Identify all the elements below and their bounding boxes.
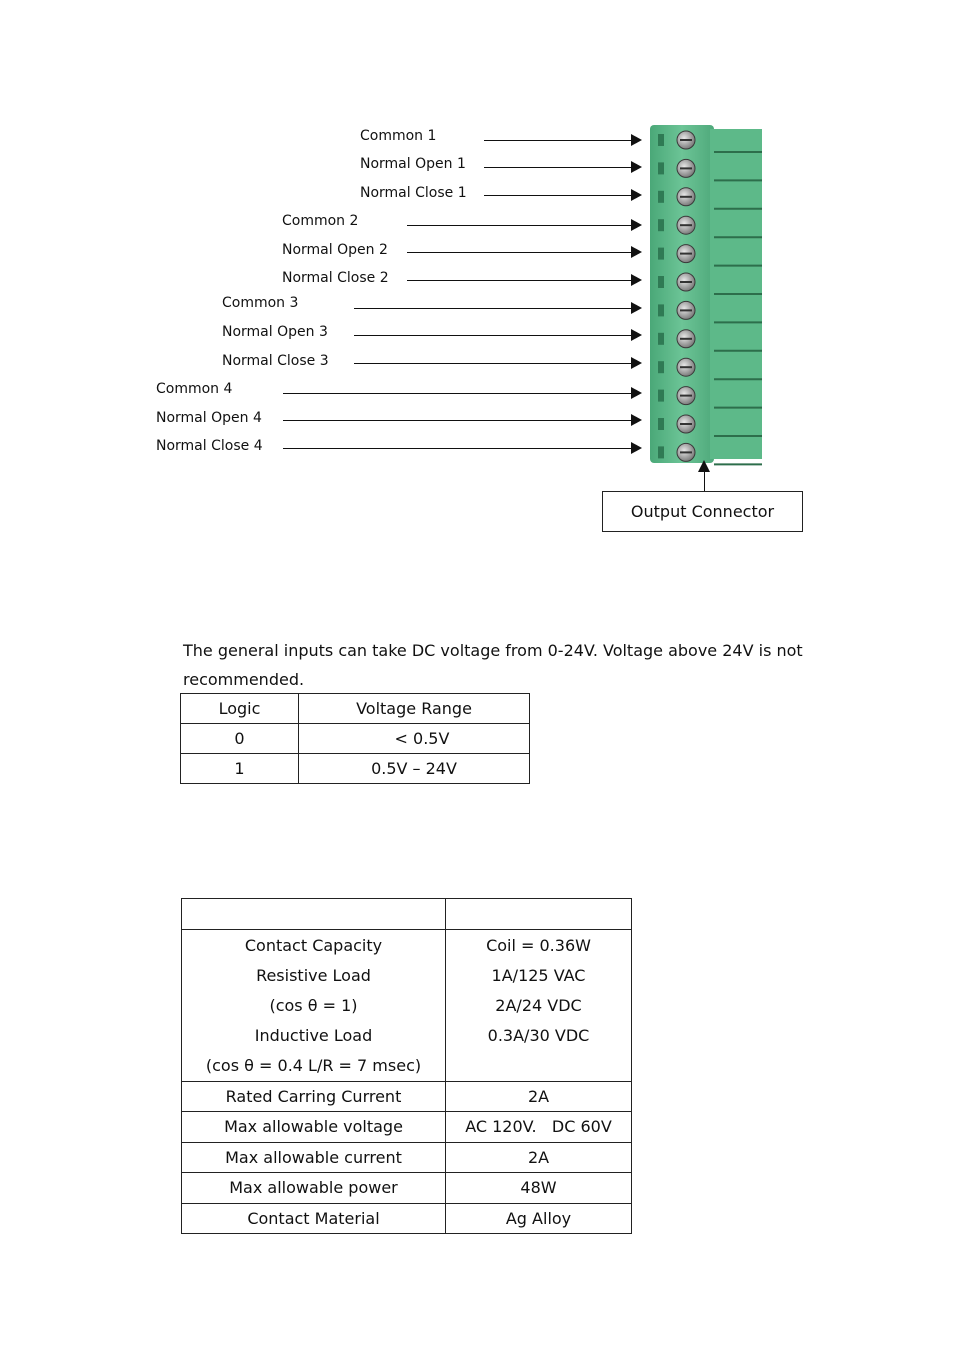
spec-value-cell: Ag Alloy [446,1203,632,1234]
output-connector-label: Output Connector [602,491,803,532]
terminal-notch [658,418,664,430]
spec-label-cell: Max allowable current [182,1142,446,1173]
capacity-value-line: 2A/24 VDC [495,995,582,1015]
arrow-head [631,161,642,173]
voltage-cell: 0.5V – 24V [299,754,530,784]
capacity-label-line: Inductive Load [254,1025,373,1045]
header-logic: Logic [181,694,299,724]
table-header-row [182,899,632,930]
arrow-head [631,414,642,426]
pin-label-normal-close-3: Normal Close 3 [222,353,329,369]
arrow-line [354,335,632,336]
logic-voltage-table [180,693,530,784]
spec-label-cell: Max allowable voltage [182,1112,446,1143]
voltage-cell: < 0.5V [299,724,530,754]
pin-label-normal-close-2: Normal Close 2 [282,270,389,286]
terminal-notch [658,304,664,316]
input-voltage-paragraph: The general inputs can take DC voltage from 0-24V. Voltage above 24V is not recommended. [183,641,803,689]
arrow-line [407,280,632,281]
terminal-notch [658,134,664,146]
output-arrow-line [704,470,705,491]
header-cell [446,899,632,930]
pin-label-common-2: Common 2 [282,213,359,229]
capacity-value-line: 0.3A/30 VDC [487,1025,590,1045]
relay-spec-table [181,898,632,1234]
capacity-value-line: 1A/125 VAC [491,965,586,985]
capacity-label-line: Resistive Load [256,965,371,985]
arrow-head [631,219,642,231]
pin-label-normal-open-2: Normal Open 2 [282,242,388,258]
arrow-line [283,420,632,421]
header-cell [182,899,446,930]
arrow-head [631,442,642,454]
table-row [182,1142,632,1173]
terminal-notch [658,361,664,373]
logic-cell: 1 [181,754,299,784]
spec-value-cell: 2A [446,1081,632,1112]
terminal-notch [658,333,664,345]
arrow-line [484,167,632,168]
terminal-block-image [644,123,766,468]
terminal-notch [658,191,664,203]
spec-label-cell: Contact Material [182,1203,446,1234]
arrow-line [354,308,632,309]
capacity-value-line: Coil = 0.36W [486,935,591,955]
table-row [182,1173,632,1204]
pin-label-common-4: Common 4 [156,381,233,397]
arrow-head [631,329,642,341]
pin-label-normal-open-4: Normal Open 4 [156,410,262,426]
arrow-head [631,246,642,258]
arrow-head [631,302,642,314]
arrow-head [631,189,642,201]
table-row [182,1112,632,1143]
table-row [182,929,632,1081]
spec-label-cell: Rated Carring Current [182,1081,446,1112]
pin-label-common-3: Common 3 [222,295,299,311]
arrow-line [283,448,632,449]
terminal-notch [658,276,664,288]
arrow-head [631,357,642,369]
arrow-line [407,252,632,253]
pin-label-normal-open-3: Normal Open 3 [222,324,328,340]
table-row [182,1081,632,1112]
arrow-head [631,387,642,399]
pin-label-normal-close-1: Normal Close 1 [360,185,467,201]
arrow-line [484,195,632,196]
capacity-label-line: (cos θ = 1) [269,995,358,1015]
capacity-label-line: Contact Capacity [244,935,383,955]
spec-value-cell: AC 120V. DC 60V [446,1112,632,1143]
terminal-notch [658,390,664,402]
arrow-line [283,393,632,394]
arrow-head [631,134,642,146]
spec-value-cell: 48W [446,1173,632,1204]
table-row [181,754,530,784]
table-header-row [181,694,530,724]
pin-label-normal-close-4: Normal Close 4 [156,438,263,454]
header-voltage-range: Voltage Range [299,694,530,724]
capacity-label-cell [182,929,446,1081]
table-row [181,724,530,754]
capacity-value-cell [446,929,632,1081]
table-row [182,1203,632,1234]
arrow-line [407,225,632,226]
pin-label-normal-open-1: Normal Open 1 [360,156,466,172]
terminal-notch [658,446,664,458]
terminal-notch [658,219,664,231]
terminal-notch [658,248,664,260]
spec-value-cell: 2A [446,1142,632,1173]
arrow-line [354,363,632,364]
arrow-head [631,274,642,286]
arrow-line [484,140,632,141]
pin-label-common-1: Common 1 [360,128,437,144]
capacity-label-line: (cos θ = 0.4 L/R = 7 msec) [205,1055,422,1075]
logic-cell: 0 [181,724,299,754]
spec-label-cell: Max allowable power [182,1173,446,1204]
terminal-notch [658,162,664,174]
